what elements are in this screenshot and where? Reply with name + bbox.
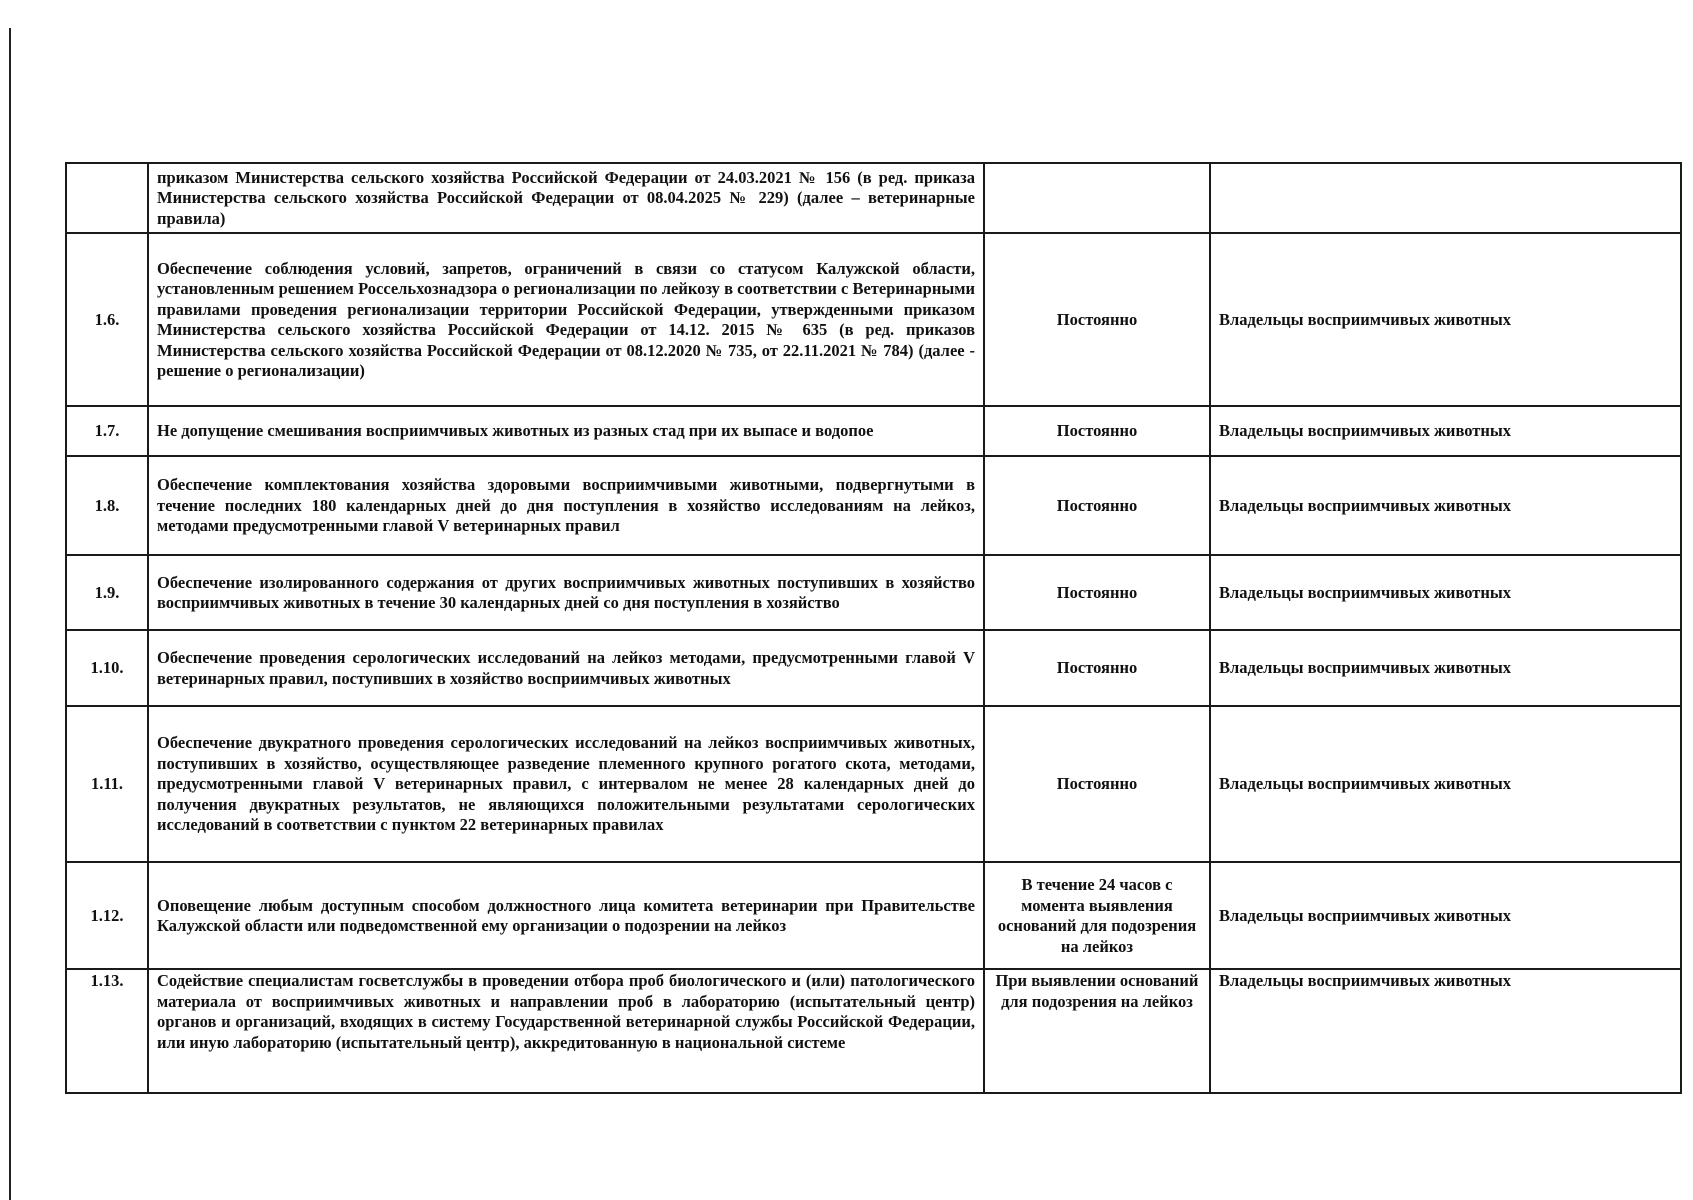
row-number: 1.11. [66,706,148,862]
table-row [66,555,1681,630]
row-description: Обеспечение соблюдения условий, запретов, ограничений в связи со статусом Калужской области, установленным решением Россельхознадзора о регионализации по лейкозу в соответствии с Ветеринарными правилами проведения регионализации территории Российской Федерации, утвержденными приказом Министерства сельского хозяйства Российской Федерации от 14.12. 2015 № 635 (в ред. приказов Министерства сельского хозяйства Российской Федерации от 08.12.2020 № 735, от 22.11.2021 № 784) (далее - решение о регионализации) [148,233,984,406]
table-row [66,406,1681,456]
row-description: Обеспечение двукратного проведения серологических исследований на лейкоз восприимчивых животных, поступивших в хозяйство, осуществляющее разведение племенного крупного рогатого скота, методами, предусмотренными главой V ветеринарных правил, с интервалом не менее 28 календарных дней до получения двукратных результатов, не являющихся положительными результатами серологических исследований в соответствии с пунктом 22 ветеринарных правилах [148,706,984,862]
row-term: Постоянно [984,555,1210,630]
row-description: Содействие специалистам госветслужбы в проведении отбора проб биологического и (или) патологического материала от восприимчивых животных и направлении проб в лабораторию (испытательный центр) органов и организаций, входящих в систему Государственной ветеринарной службы Российской Федерации, или иную лабораторию (испытательный центр), аккредитованную в национальной системе [148,969,984,1093]
row-number: 1.6. [66,233,148,406]
row-term: Постоянно [984,233,1210,406]
row-term: Постоянно [984,630,1210,706]
measures-table [65,162,1682,1094]
row-number: 1.12. [66,862,148,969]
row-description: Оповещение любым доступным способом должностного лица комитета ветеринарии при Правительстве Калужской области или подведомственной ему организации о подозрении на лейкоз [148,862,984,969]
table-row [66,969,1681,1093]
row-responsible: Владельцы восприимчивых животных [1210,630,1681,706]
row-responsible: Владельцы восприимчивых животных [1210,233,1681,406]
row-description: Обеспечение комплектования хозяйства здоровыми восприимчивыми животными, подвергнутыми в течение последних 180 календарных дней до дня поступления в хозяйство исследованиям на лейкоз, методами предусмотренными главой V ветеринарных правил [148,456,984,555]
row-description: Не допущение смешивания восприимчивых животных из разных стад при их выпасе и водопое [148,406,984,456]
table-row [66,862,1681,969]
row-number: 1.13. [66,969,148,1093]
row-number: 1.10. [66,630,148,706]
row-responsible: Владельцы восприимчивых животных [1210,969,1681,1093]
row-term: В течение 24 часов с момента выявления оснований для подозрения на лейкоз [984,862,1210,969]
table-row [66,706,1681,862]
row-description: Обеспечение проведения серологических исследований на лейкоз методами, предусмотренными главой V ветеринарных правил, поступивших в хозяйство восприимчивых животных [148,630,984,706]
row-description: приказом Министерства сельского хозяйства Российской Федерации от 24.03.2021 № 156 (в ред. приказа Министерства сельского хозяйства Российской Федерации от 08.04.2025 № 229) (далее – ветеринарные правила) [148,163,984,233]
row-responsible: Владельцы восприимчивых животных [1210,706,1681,862]
row-responsible: Владельцы восприимчивых животных [1210,456,1681,555]
row-term: Постоянно [984,456,1210,555]
row-responsible: Владельцы восприимчивых животных [1210,406,1681,456]
row-number: 1.7. [66,406,148,456]
row-number: 1.9. [66,555,148,630]
row-responsible [1210,163,1681,233]
table-row [66,233,1681,406]
row-responsible: Владельцы восприимчивых животных [1210,862,1681,969]
row-number [66,163,148,233]
table-row [66,630,1681,706]
row-number: 1.8. [66,456,148,555]
row-term: При выявлении оснований для подозрения на лейкоз [984,969,1210,1093]
row-term: Постоянно [984,406,1210,456]
row-responsible: Владельцы восприимчивых животных [1210,555,1681,630]
row-description: Обеспечение изолированного содержания от других восприимчивых животных поступивших в хозяйство восприимчивых животных в течение 30 календарных дней со дня поступления в хозяйство [148,555,984,630]
page-margin-line [9,28,11,1200]
table-row [66,456,1681,555]
row-term [984,163,1210,233]
table-row [66,163,1681,233]
row-term: Постоянно [984,706,1210,862]
